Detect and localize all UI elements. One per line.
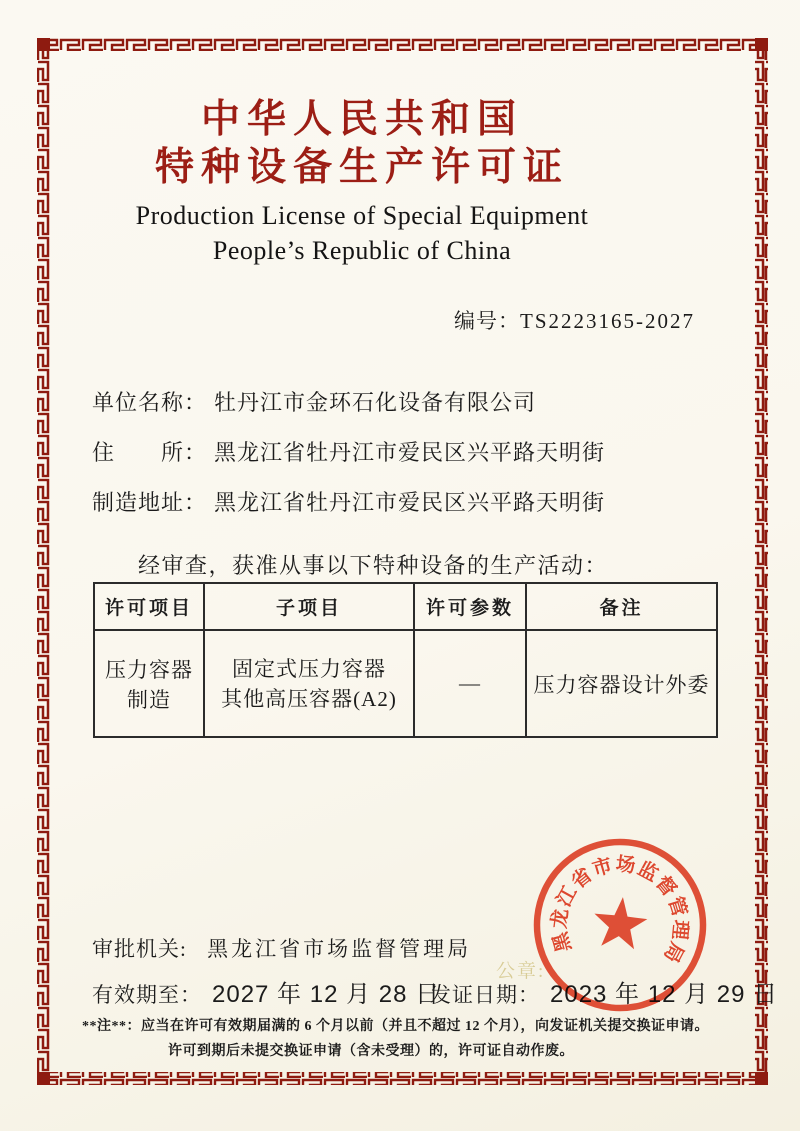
- border-corner-bl: [37, 1072, 50, 1085]
- field-company-name: [92, 386, 712, 417]
- valid-until-label: 有效期至：: [92, 983, 202, 1007]
- valid-until-value: 2027 年 12 月 28 日: [212, 981, 441, 1008]
- title-en-line1: Production License of Special Equipment: [135, 201, 589, 230]
- grant-statement: 经审查，获准从事以下特种设备的生产活动：: [138, 553, 609, 578]
- valid-until-line: [92, 974, 440, 1009]
- footnote-line2: 许可到期后未提交换证申请（含未受理）的，许可证自动作废。: [168, 1044, 574, 1059]
- title-en-line2: People’s Republic of China: [212, 236, 512, 265]
- border-right: [755, 38, 768, 1085]
- company-info: [92, 386, 712, 536]
- border-corner-tr: [755, 38, 768, 51]
- header-remark: 备注: [526, 583, 717, 630]
- cell-permit-item: 压力容器制造: [94, 630, 204, 737]
- title-cn-line2: 特种设备生产许可证: [154, 146, 569, 189]
- issue-date-label: 发证日期：: [430, 983, 540, 1007]
- license-number-label: 编号：: [454, 309, 520, 333]
- border-corner-tl: [37, 38, 50, 51]
- official-seal: [525, 830, 715, 1020]
- seal-star-icon: [591, 894, 649, 950]
- seal-placeholder-label: 公章:: [496, 961, 546, 982]
- border-corner-br: [755, 1072, 768, 1085]
- header-permit-item: 许可项目: [94, 583, 204, 630]
- approval-authority-label: 审批机关:: [92, 937, 187, 961]
- title-block: [37, 96, 687, 268]
- cell-parameters: —: [414, 630, 526, 737]
- cell-remark: 压力容器设计外委: [526, 630, 717, 737]
- field-domicile-value: 黑龙江省牡丹江市爱民区兴平路天明街: [214, 440, 606, 465]
- header-parameters: 许可参数: [414, 583, 526, 630]
- footnote-line1: **注**：应当在许可有效期届满的 6 个月以前（并且不超过 12 个月），向发证机关提交换证申请。: [82, 1019, 709, 1034]
- field-manufacture-address-value: 黑龙江省牡丹江市爱民区兴平路天明街: [214, 490, 606, 515]
- title-cn-line1: 中华人民共和国: [200, 98, 523, 141]
- border-top: [37, 38, 768, 51]
- permitted-activities-table: [93, 582, 718, 738]
- approval-authority-value: 黑龙江省市场监督管理局: [207, 937, 472, 961]
- field-company-name-label: 单位名称：: [92, 390, 208, 415]
- approval-authority-line: [92, 933, 471, 963]
- issue-date-value: 2023 年 12 月 29 日: [550, 981, 779, 1008]
- license-number-value: TS2223165-2027: [520, 309, 695, 333]
- table-row: [94, 630, 717, 737]
- header-sub-item: 子项目: [204, 583, 414, 630]
- license-number-line: [37, 305, 695, 335]
- cell-sub-item-line1: 固定式压力容器: [232, 656, 386, 681]
- field-company-name-value: 牡丹江市金环石化设备有限公司: [214, 390, 537, 415]
- field-domicile: [92, 436, 712, 467]
- border-bottom: [37, 1072, 768, 1085]
- field-manufacture-address: [92, 486, 712, 517]
- table-header-row: [94, 583, 717, 630]
- cell-sub-item-line2: 其他高压容器(A2): [221, 686, 397, 711]
- field-manufacture-address-label: 制造地址：: [92, 490, 208, 515]
- footnotes: [82, 1014, 709, 1064]
- field-domicile-label: 住 所：: [92, 440, 208, 465]
- cell-sub-item: [204, 630, 414, 737]
- seal-arc-text: 黑龙江省市场监督管理局: [549, 854, 691, 967]
